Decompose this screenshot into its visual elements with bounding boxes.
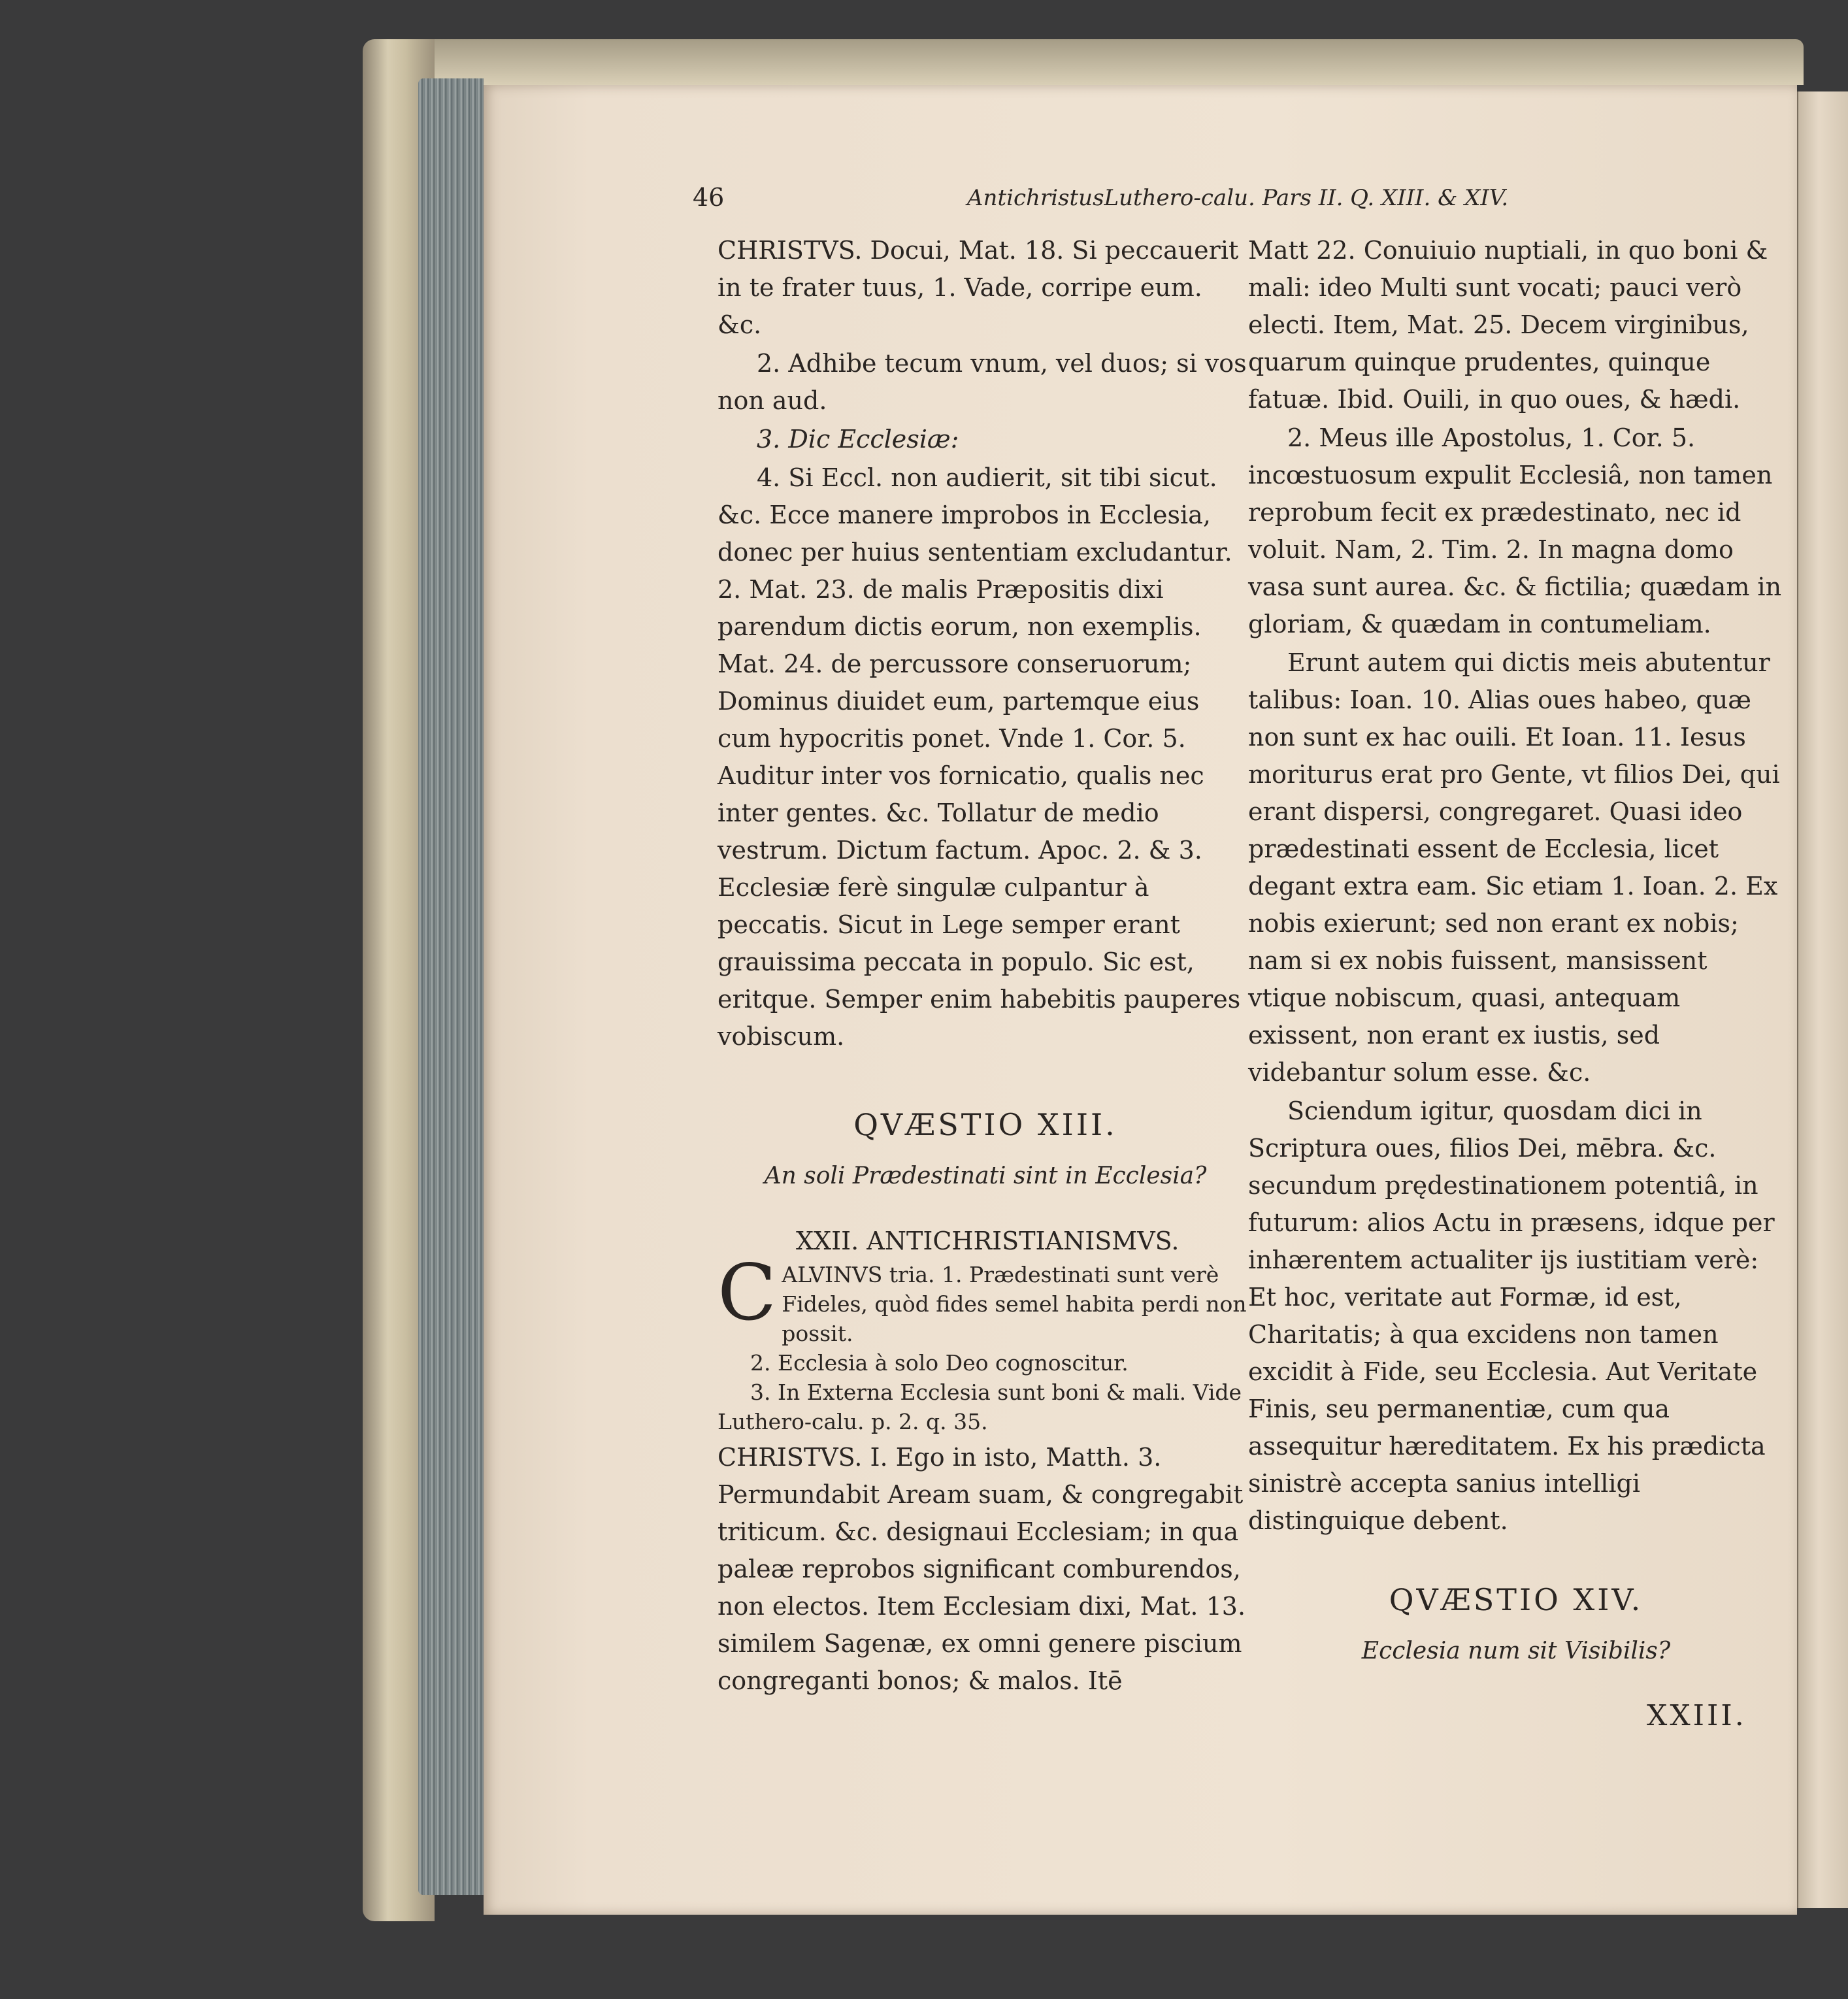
right-para-4: Sciendum igitur, quosdam dici in Scriptura oues, filios Dei, mēbra. &c. secundum prędestinationem potentiâ, in futurum: alios Actu in præsens, idque per inhærentem actualiter ijs iustitiam verè: Et hoc, veritate aut Formæ, id est, Charitatis; à qua excidens non tamen excidit à Fide, seu Ecclesia. Aut Veritate Finis, seu permanentiæ, cum qua assequitur hæreditatem. Ex his prædicta sinistrè accepta sanius intelligi distinguique debent. xyxy=(1248,1097,1775,1535)
christus-para: CHRISTVS. I. Ego in isto, Matth. 3. Permundabit Aream suam, & congregabit triticum. &c. designaui Ecclesiam; in qua paleæ reprobos significant comburendos, non electos. Item Ecclesiam dixi, Mat. 13. similem Sagenæ, ex omni genere piscium congreganti bonos; & malos. Itē xyxy=(718,1443,1246,1695)
question-xiii-subtitle: An soli Prædestinati sint in Ecclesia? xyxy=(764,1163,1207,1189)
left-para-3: 3. Dic Ecclesiæ: xyxy=(757,425,959,454)
right-para-1: Matt 22. Conuiuio nuptiali, in quo boni & mali: ideo Multi sunt vocati; pauci verò electi. Item, Mat. 25. Decem virginibus, quarum quinque prudentes, quinque fatuæ. Ibid. Ouili, in quo oues, & hædi. xyxy=(1248,236,1768,414)
catchword: XXIII. xyxy=(1647,1699,1747,1732)
left-para-4: 4. Si Eccl. non audierit, sit tibi sicut. &c. Ecce manere improbos in Ecclesia, donec per huius sententiam excludantur. 2. Mat. 23. de malis Præpositis dixi parendum dictis eorum, non exemplis. Mat. 24. de percussore conseruorum; Dominus diuidet eum, partemque eius cum hypocritis ponet. Vnde 1. Cor. 5. Auditur inter vos fornicatio, qualis nec inter gentes. &c. Tollatur de medio vestrum. Dictum factum. Apoc. 2. & 3. Ecclesiæ ferè singulæ culpantur à peccatis. Sicut in Lege semper erant grauissima peccata in populo. Sic est, eritque. Semper enim habebitis pauperes vobiscum. xyxy=(718,463,1241,1051)
drop-cap: C xyxy=(718,1247,777,1338)
question-xiv-title: QVÆSTIO XIV. xyxy=(1389,1582,1643,1617)
left-column xyxy=(718,232,1253,1701)
page-number: 46 xyxy=(693,183,725,212)
calvin-point-2: 2. Ecclesia à solo Deo cognoscitur. xyxy=(750,1350,1129,1376)
calvin-para xyxy=(718,1247,1253,1348)
vellum-cover-top xyxy=(405,39,1804,85)
calvin-text: ALVINVS tria. 1. Prædestinati sunt verè Fideles, quòd fides semel habita perdi non possit. xyxy=(782,1262,1247,1346)
right-para-3: Erunt autem qui dictis meis abutentur talibus: Ioan. 10. Alias oues habeo, quæ non sunt ex hac ouili. Et Ioan. 11. Iesus moriturus erat pro Gente, vt filios Dei, qui erant dispersi, congregaret. Quasi ideo prædestinati essent de Ecclesia, licet degant extra eam. Sic etiam 1. Ioan. 2. Ex nobis exierunt; sed non erant ex nobis; nam si ex nobis fuissent, mansissent vtique nobiscum, quasi, antequam exissent, non erant ex iustis, sed videbantur solum esse. &c. xyxy=(1248,648,1780,1087)
left-para-1: CHRISTVS. Docui, Mat. 18. Si peccauerit in te frater tuus, 1. Vade, corripe eum. &c. xyxy=(718,236,1239,339)
running-title: AntichristusLuthero-calu. Pars II. Q. XIII. & XIV. xyxy=(967,185,1509,211)
calvin-point-3: 3. In Externa Ecclesia sunt boni & mali. Vide Luthero-calu. p. 2. q. 35. xyxy=(718,1379,1242,1434)
question-xiv-subtitle: Ecclesia num sit Visibilis? xyxy=(1361,1638,1671,1664)
question-xiii-title: QVÆSTIO XIII. xyxy=(853,1107,1117,1142)
section-xxii-heading: XXII. ANTICHRISTIANISMVS. xyxy=(796,1227,1180,1255)
page-block-edge xyxy=(418,78,484,1895)
right-column xyxy=(1248,232,1784,1698)
right-para-2: 2. Meus ille Apostolus, 1. Cor. 5. incœstuosum expulit Ecclesiâ, non tamen reprobum fecit ex prædestinato, nec id voluit. Nam, 2. Tim. 2. In magna domo vasa sunt aurea. &c. & fictilia; quædam in gloriam, & quædam in contumeliam. xyxy=(1248,423,1782,638)
left-para-2: 2. Adhibe tecum vnum, vel duos; si vos non aud. xyxy=(718,349,1247,415)
facing-page-edge xyxy=(1797,91,1848,1908)
